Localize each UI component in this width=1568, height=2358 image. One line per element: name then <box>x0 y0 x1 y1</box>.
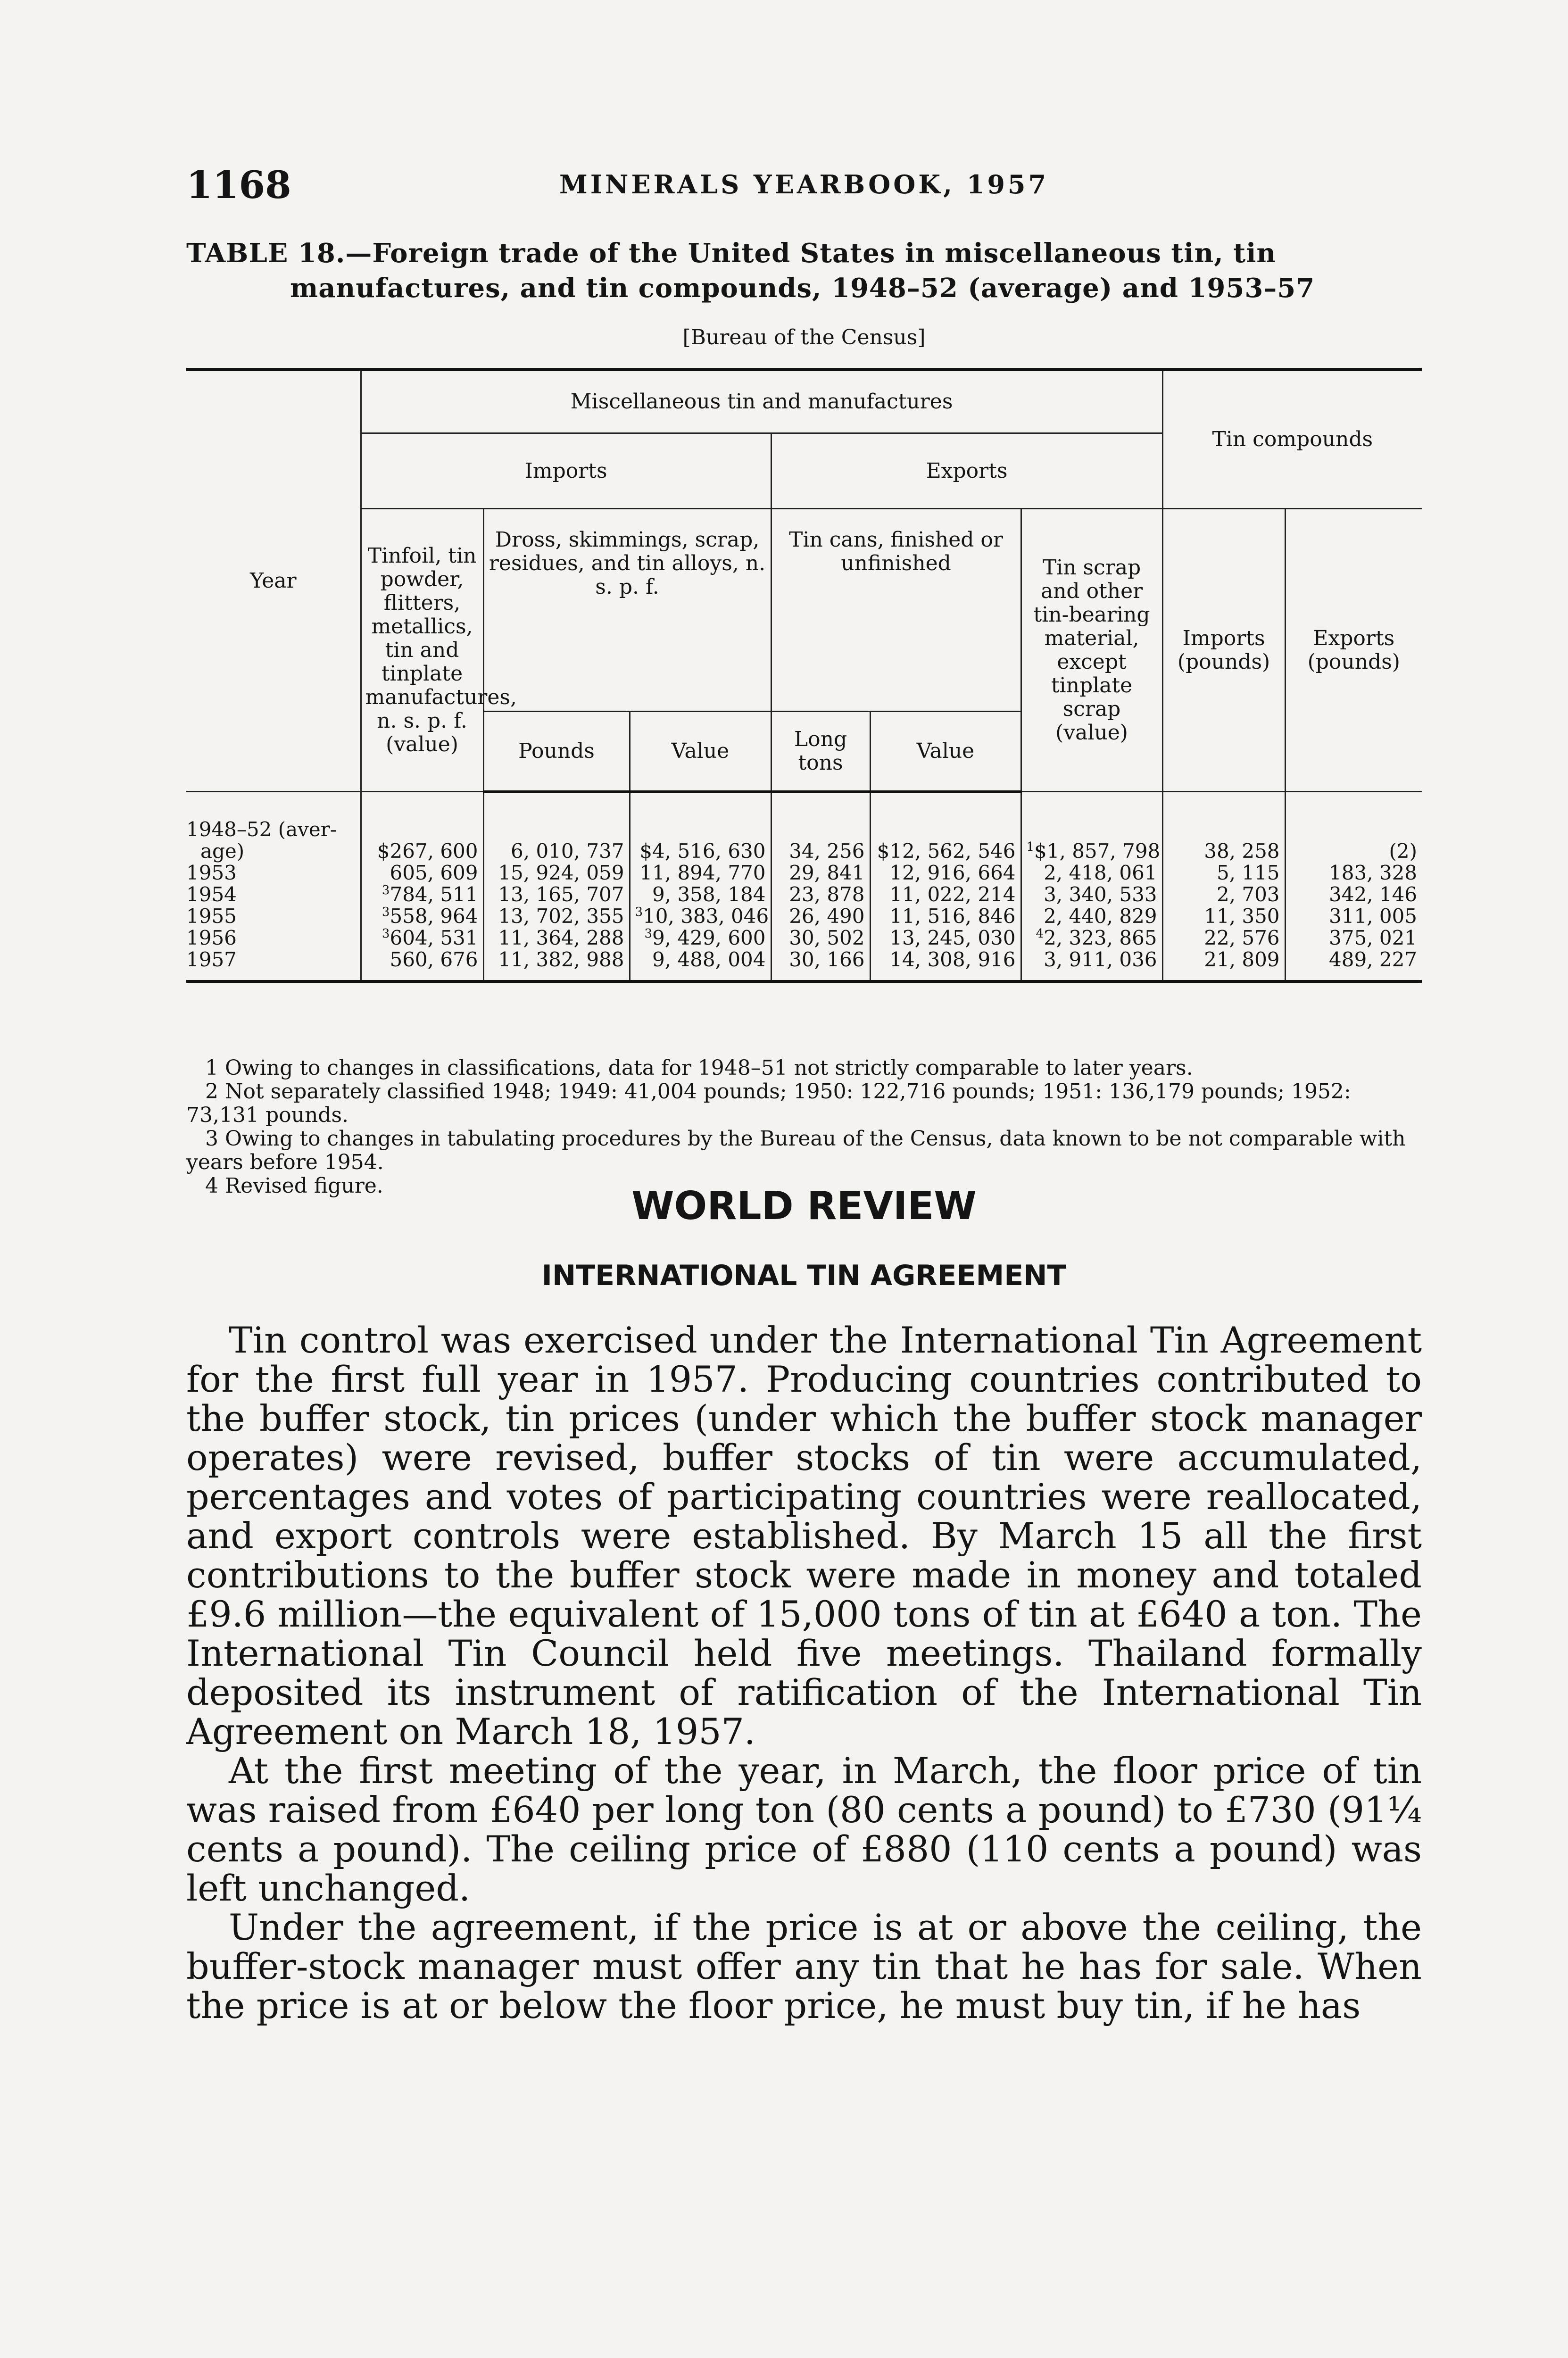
trade-table <box>186 368 1422 983</box>
cans-value-cell: 13, 245, 030 <box>870 927 1021 949</box>
year-cell: 1953 <box>186 861 237 884</box>
year-cell: 1954 <box>186 883 237 906</box>
column-group-tin-cans: Tin cans, finished or unfinished <box>771 509 1021 712</box>
footnote: 4 Revised figure. <box>205 1174 383 1198</box>
column-header-tin-scrap: Tin scrap and other tin-bearing material, except tinplate scrap (value) <box>1021 509 1162 792</box>
column-group-compounds: Tin compounds <box>1162 370 1422 509</box>
footnote-ref: 3 <box>644 927 653 941</box>
footnote-ref: 4 <box>1036 927 1044 941</box>
table-row <box>186 905 1422 927</box>
tin-scrap-cell: 3, 340, 533 <box>1021 884 1162 905</box>
dross-value-cell: 11, 894, 770 <box>630 862 771 884</box>
dross-value-cell: $^3$9, 429, 600 <box>630 927 771 949</box>
table-caption <box>186 236 1422 306</box>
compounds-exports-cell: 375, 021 <box>1285 927 1422 949</box>
tinfoil-cell: 605, 609 <box>361 862 483 884</box>
cans-value-cell: 11, 516, 846 <box>870 905 1021 927</box>
table-footnotes <box>186 1056 1422 1198</box>
footnote-ref: 3 <box>382 905 390 919</box>
cans-value-cell: 11, 022, 214 <box>870 884 1021 905</box>
dross-pounds-cell: 15, 924, 059 <box>483 862 630 884</box>
page-number: 1168 <box>186 163 291 207</box>
table-row <box>186 792 1422 863</box>
footnote-ref: 3 <box>382 883 390 897</box>
footnote: 3 Owing to changes in tabulating procedures by the Bureau of the Census, data known to be not comparable with years before 1954. <box>186 1127 1406 1174</box>
compounds-imports-cell: 22, 576 <box>1162 927 1285 949</box>
year-cell: 1948–52 (aver- age) <box>186 818 337 863</box>
tin-scrap-cell: $^1$\$1, 857, 798 <box>1021 792 1162 863</box>
column-group-dross: Dross, skimmings, scrap, residues, and tin alloys, n. s. p. f. <box>483 509 771 712</box>
compounds-imports-cell: 21, 809 <box>1162 949 1285 981</box>
dross-pounds-cell: 13, 702, 355 <box>483 905 630 927</box>
dross-value-cell: $^3$10, 383, 046 <box>630 905 771 927</box>
cans-tons-cell: 30, 166 <box>771 949 870 981</box>
compounds-exports-cell: (2) <box>1285 792 1422 863</box>
cans-value-cell: 12, 916, 664 <box>870 862 1021 884</box>
cans-tons-cell: 23, 878 <box>771 884 870 905</box>
column-group-misc: Miscellaneous tin and manufactures <box>361 370 1162 433</box>
compounds-imports-cell: 2, 703 <box>1162 884 1285 905</box>
paragraph: Under the agreement, if the price is at or above the ceiling, the buffer-stock manager must offer any tin that he has for sale. When the price is at or below the floor price, he must buy tin, if he has <box>186 1906 1422 2026</box>
column-header-compounds-exports: Exports (pounds) <box>1285 509 1422 792</box>
table-row <box>186 927 1422 949</box>
tin-scrap-cell: 3, 911, 036 <box>1021 949 1162 981</box>
dross-value-cell: 9, 358, 184 <box>630 884 771 905</box>
table-caption-line: manufactures, and tin compounds, 1948–52 (average) and 1953–57 <box>290 273 1315 304</box>
dross-pounds-cell: 11, 382, 988 <box>483 949 630 981</box>
compounds-imports-cell: 38, 258 <box>1162 792 1285 863</box>
compounds-imports-cell: 11, 350 <box>1162 905 1285 927</box>
year-cell: 1955 <box>186 905 237 928</box>
cans-tons-cell: 26, 490 <box>771 905 870 927</box>
tinfoil-cell: $^3$558, 964 <box>361 905 483 927</box>
paragraph: At the first meeting of the year, in March, the floor price of tin was raised from £640 per long ton (80 cents a pound) to £730 (91¼ cents a pound). The ceiling price of £880 (110 cents a pound) was left unchanged. <box>186 1750 1422 1909</box>
dross-pounds-cell: 13, 165, 707 <box>483 884 630 905</box>
running-head <box>186 163 1422 205</box>
year-cell: 1957 <box>186 949 361 981</box>
column-group-exports: Exports <box>771 433 1162 509</box>
table-row <box>186 862 1422 884</box>
column-group-imports: Imports <box>361 433 771 509</box>
column-header-year: Year <box>186 370 361 792</box>
cans-tons-cell: 34, 256 <box>771 792 870 863</box>
table-caption-line: TABLE 18.—Foreign trade of the United States in miscellaneous tin, tin <box>186 238 1277 269</box>
footnote-ref: 1 <box>1026 840 1035 854</box>
subsection-title: INTERNATIONAL TIN AGREEMENT <box>541 1259 1067 1292</box>
paragraph: Tin control was exercised under the International Tin Agreement for the first full year in 1957. Producing countries contributed to the buffer stock, tin prices (under which the buffer stock manager operates) were revised, buffer stocks of tin were accumulated, percentages and votes of participating countries were reallocated, and export controls were established. By March 15 all the first contributions to the buffer stock were made in money and totaled £9.6 million—the equivalent of 15,000 tons of tin at £640 a ton. The International Tin Council held five meetings. Thailand formally deposited its instrument of ratification of the International Tin Agreement on March 18, 1957. <box>186 1319 1422 1752</box>
dross-value-cell: $4, 516, 630 <box>630 792 771 863</box>
section-title: WORLD REVIEW <box>631 1184 977 1229</box>
column-header-tinfoil: Tinfoil, tin powder, flitters, metallics, tin and tinplate manufactures, n. s. p. f. (value) <box>361 509 483 792</box>
dross-pounds-cell: 11, 364, 288 <box>483 927 630 949</box>
table-row <box>186 949 1422 981</box>
compounds-exports-cell: 489, 227 <box>1285 949 1422 981</box>
footnote: 1 Owing to changes in classifications, data for 1948–51 not strictly comparable to later years. <box>205 1056 1193 1080</box>
dross-value-cell: 9, 488, 004 <box>630 949 771 981</box>
dross-pounds-cell: 6, 010, 737 <box>483 792 630 863</box>
running-title: MINERALS YEARBOOK, 1957 <box>559 169 1049 199</box>
cans-tons-cell: 29, 841 <box>771 862 870 884</box>
cans-value-cell: 14, 308, 916 <box>870 949 1021 981</box>
column-header-compounds-imports: Imports (pounds) <box>1162 509 1285 792</box>
cans-value-cell: $12, 562, 546 <box>870 792 1021 863</box>
tin-scrap-cell: $^4$2, 323, 865 <box>1021 927 1162 949</box>
body-text <box>186 1320 1422 2025</box>
column-header-pounds: Pounds <box>483 712 630 792</box>
table-source: [Bureau of the Census] <box>682 325 926 349</box>
tin-scrap-cell: 2, 418, 061 <box>1021 862 1162 884</box>
compounds-exports-cell: 183, 328 <box>1285 862 1422 884</box>
footnote-ref: 3 <box>635 905 643 919</box>
tinfoil-cell: 560, 676 <box>361 949 483 981</box>
cans-tons-cell: 30, 502 <box>771 927 870 949</box>
footnote: 2 Not separately classified 1948; 1949: 41,004 pounds; 1950: 122,716 pounds; 1951: 136,179 pounds; 1952: 73,131 pounds. <box>186 1079 1351 1127</box>
tinfoil-cell: $^3$784, 511 <box>361 884 483 905</box>
compounds-imports-cell: 5, 115 <box>1162 862 1285 884</box>
compounds-exports-cell: 342, 146 <box>1285 884 1422 905</box>
compounds-exports-cell: 311, 005 <box>1285 905 1422 927</box>
column-header-long-tons: Long tons <box>771 712 870 792</box>
table-row <box>186 884 1422 905</box>
footnote-ref: 3 <box>382 927 390 941</box>
column-header-value: Value <box>630 712 771 792</box>
column-header-value: Value <box>870 712 1021 792</box>
year-cell: 1956 <box>186 926 237 949</box>
tin-scrap-cell: 2, 440, 829 <box>1021 905 1162 927</box>
tinfoil-cell: $^3$604, 531 <box>361 927 483 949</box>
tinfoil-cell: $267, 600 <box>361 792 483 863</box>
